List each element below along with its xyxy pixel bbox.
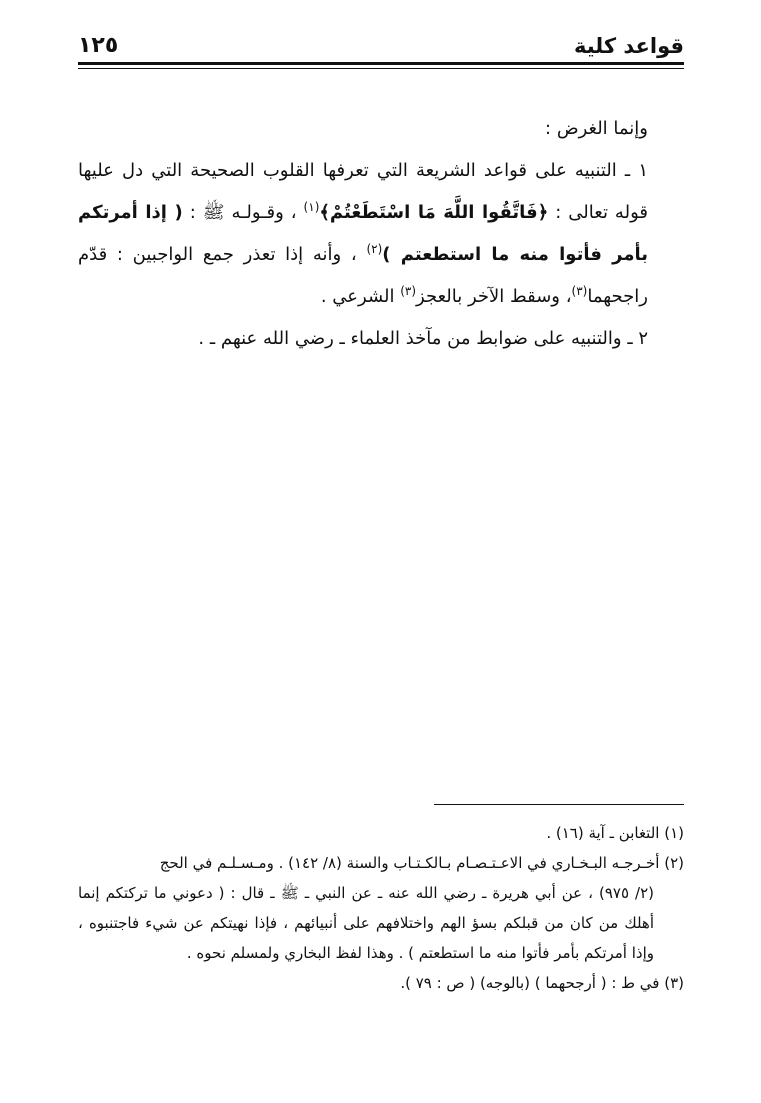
point-one-text-1: ١ ـ التنبيه على قواعد الشريعة التي تعرفها القلوب الصحيحة التي دل عليها قوله تعالى : xyxy=(78,160,648,223)
running-title: قواعد كلية xyxy=(574,34,684,58)
point-two: ٢ ـ والتنبيه على ضوابط من مآخذ العلماء ـ رضي الله عنهم ـ . xyxy=(198,328,648,349)
footnote-2-line-2: (٢/ ٩٧٥) ، عن أبي هريرة ـ رضي الله عنه ـ عن النبي ـ ﷺ ـ قال : ( دعوني ما تركتكم إنما أهلك من كان من قبلكم بسؤ الهم واختلافهم على أنبيائهم ، فإذا نهيتكم عن شيء فاجتنبوه ، وإذا أمرتكم بأمر فأتوا منه ما استطعتم ) . وهذا لفظ البخاري ولمسلم نحوه . xyxy=(78,884,654,962)
point-one xyxy=(78,150,684,318)
point-one-text-5: الشرعي . xyxy=(320,286,401,307)
footnote-ref-3a: (٣) xyxy=(571,284,588,298)
point-one-text-4: ، وسقط الآخر بالعجز xyxy=(416,286,572,307)
main-text xyxy=(78,108,684,360)
footnote-ref-3b: (٣) xyxy=(400,284,417,298)
quran-verse: ﴿فَاتَّقُوا اللَّهَ مَا اسْتَطَعْتُمْ﴾ xyxy=(319,202,549,223)
footnote-1: (١) التغابن ـ آية (١٦) . xyxy=(546,824,684,842)
page-number: ١٢٥ xyxy=(78,33,119,58)
hadith-quote: ( إذا أمرتكم بأمر فأتوا منه ما استطعتم ) xyxy=(78,202,648,265)
footnote-2-line-1: (٢) أخـرجـه البـخـاري في الاعـتـصـام بـالكـتـاب والسنة (٨/ ١٤٢) . ومـسـلـم في الحج xyxy=(159,854,684,872)
intro-line: وإنما الغرض : xyxy=(545,118,648,139)
header-rule-thin xyxy=(78,68,684,69)
footnote-ref-1: (١) xyxy=(303,200,320,214)
footnotes xyxy=(78,818,684,998)
header-rule-thick xyxy=(78,62,684,65)
footnote-separator xyxy=(434,804,684,805)
point-one-text-2: ، وقـولـه ﷺ : xyxy=(182,202,304,223)
footnote-ref-2: (٢) xyxy=(366,242,383,256)
point-one-text-3: ، وأنه إذا تعذر جمع الواجبين : قدّم راجحهما xyxy=(78,244,648,307)
footnote-3: (٣) في ط : ( أرجحهما ) (بالوجه) ( ص : ٧٩ ). xyxy=(400,974,684,992)
